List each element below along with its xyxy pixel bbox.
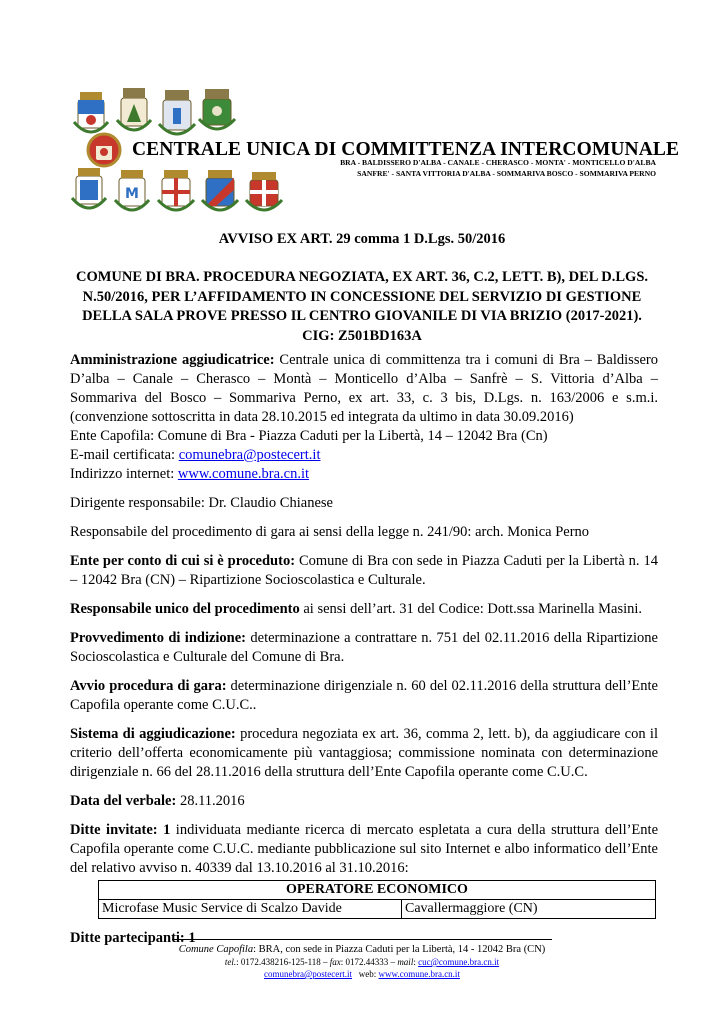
sommariva-perno-crest [246,172,282,210]
amministrazione-label: Amministrazione aggiudicatrice: [70,352,275,368]
rup-label: Responsabile unico del procedimento [70,601,300,617]
table-header: OPERATORE ECONOMICO [99,881,656,900]
invitate-label: Ditte invitate: 1 [70,822,171,838]
web-label: Indirizzo internet: [70,466,178,482]
sanfre-crest [115,170,149,210]
cig-code: CIG: Z501BD163A [302,327,422,344]
subject-line: COMUNE DI BRA. PROCEDURA NEGOZIATA, EX ART. 36, C.2, LETT. B), DEL D.LGS. [75,269,649,285]
web-line [70,465,658,484]
footer-fax: : 0172.44333 – [340,957,398,967]
partecipanti-label: Ditte partecipanti: 1 [70,930,196,946]
notice-body [70,351,658,948]
invitate-paragraph [70,821,658,878]
footer [0,944,724,980]
indizione-label: Provvedimento di indizione: [70,630,247,646]
footer-fax-label: fax [329,957,341,967]
responsabile-gara-line: Responsabile del procedimento di gara ai sensi della legge n. 241/90: arch. Monica Perno [70,524,590,540]
crests-group [0,0,724,215]
table-row [99,900,656,919]
rup-paragraph [70,600,658,619]
footer-web-label: web: [352,969,379,979]
subject-line: N.50/2016, PER L’AFFIDAMENTO IN CONCESSIONE DEL SERVIZIO DI GESTIONE [82,288,642,305]
verbale-text: 28.11.2016 [176,793,245,809]
member-towns-line-1: BRA - BALDISSERO D'ALBA - CANALE - CHERASCO - MONTA' - MONTICELLO D'ALBA [340,158,656,167]
footer-web-line [0,968,724,980]
sistema-label: Sistema di aggiudicazione: [70,726,236,742]
sommariva-bosco-crest [202,170,238,210]
indizione-text: determinazione a contrattare n. 751 del 02.11.2016 della Ripartizione Socioscolastica e Culturale del Comune di Bra. [70,630,658,665]
amministrazione-paragraph [70,351,658,427]
cherasco-crest [199,89,235,129]
indizione-paragraph [70,629,658,667]
letterhead [0,0,724,215]
footer-divider [172,939,552,940]
pec-link[interactable]: comunebra@postecert.it [178,447,321,463]
baldissero-crest [117,88,151,130]
footer-contacts-line [0,956,724,968]
sistema-text: procedura negoziata ex art. 36, comma 2, lett. b), da aggiudicare con il criterio dell’offerta economicamente più vantaggiosa; commissione nominata con determinazione dirigenziale n. 66 del 28.11.2016 della struttura dell’Ente Capofila operante come C.U.C. [70,726,658,780]
notice-subject [66,268,658,346]
footer-tel: : 0172.438216-125-118 – [236,957,330,967]
monticello-crest [72,168,106,208]
operator-city-cell: Cavallermaggiore (CN) [402,900,656,919]
footer-web-link[interactable]: www.comune.bra.cn.it [378,969,460,979]
sistema-paragraph [70,725,658,782]
bra-crest [74,92,108,132]
ente-text: Comune di Bra con sede in Piazza Caduti per la Libertà n. 14 – 12042 Bra (CN) – Ripartizione Socioscolastica e Culturale. [70,553,658,588]
svg-text:M: M [125,186,139,202]
footer-mail-link[interactable]: cuc@comune.bra.cn.it [418,957,500,967]
avvio-text: determinazione dirigenziale n. 60 del 02.11.2016 della struttura dell’Ente Capofila operante come C.U.C.. [70,678,658,713]
footer-mail-label: mail [397,957,414,967]
ente-paragraph [70,552,658,590]
capofila-line: Ente Capofila: Comune di Bra - Piazza Caduti per la Libertà, 14 – 12042 Bra (Cn) [70,428,548,444]
notice-heading: AVVISO EX ART. 29 comma 1 D.Lgs. 50/2016 [218,231,506,247]
footer-pec-link[interactable]: comunebra@postecert.it [264,969,353,979]
web-link[interactable]: www.comune.bra.cn.it [177,466,310,482]
santa-vittoria-crest [158,170,194,210]
verbale-paragraph [70,792,658,811]
pec-line [70,446,658,465]
invitate-text: individuata mediante ricerca di mercato espletata a cura della struttura dell’Ente Capofila operante come C.U.C. mediante pubblicazione sul sito Internet e albo informatico dell’Ente del relativo avviso n. 40339 dal 13.10.2016 al 31.10.2016: [70,822,659,876]
rup-text: ai sensi dell’art. 31 del Codice: Dott.ssa Marinella Masini. [299,601,643,617]
dirigente-line: Dirigente responsabile: Dr. Claudio Chianese [70,495,333,511]
footer-address-line [0,944,724,956]
subject-line: DELLA SALA PROVE PRESSO IL CENTRO GIOVANILE DI VIA BRIZIO (2017-2021). [82,308,642,324]
footer-capofila-label: Comune Capofila [178,944,254,955]
ente-label: Ente per conto di cui si è proceduto: [70,553,296,569]
cuc-title: CENTRALE UNICA DI COMMITTENZA INTERCOMUNALE [132,139,680,160]
amministrazione-text: Centrale unica di committenza tra i comuni di Bra – Baldissero D’alba – Canale – Cherasco – Montà – Monticello d’Alba – Sanfrè – S. Vittoria d’Alba – Sommariva del Bosco – Sommariva Perno, ex art. 33, c. 3 bis, D.Lgs. n. 163/2006 e s.m.i. (convenzione sottoscritta in data 28.10.2015 ed integrata da ultimo in data 30.09.2016) [70,352,658,425]
operators-table [98,880,656,919]
avvio-paragraph [70,677,658,715]
footer-tel-label: tel. [224,957,237,967]
footer-capofila-text: : BRA, con sede in Piazza Caduti per la Libertà, 14 - 12042 Bra (CN) [253,944,546,955]
pec-label: E-mail certificata: [70,447,179,463]
monta-crest [88,134,120,166]
avvio-label: Avvio procedura di gara: [70,678,227,694]
member-towns-line-2: SANFRE' - SANTA VITTORIA D'ALBA - SOMMARIVA BOSCO - SOMMARIVA PERNO [357,169,656,178]
verbale-label: Data del verbale: [70,793,177,809]
table-header-row [99,881,656,900]
operator-name-cell: Microfase Music Service di Scalzo Davide [99,900,402,919]
footer-mail-sep: : [413,957,419,967]
canale-crest [159,90,195,134]
